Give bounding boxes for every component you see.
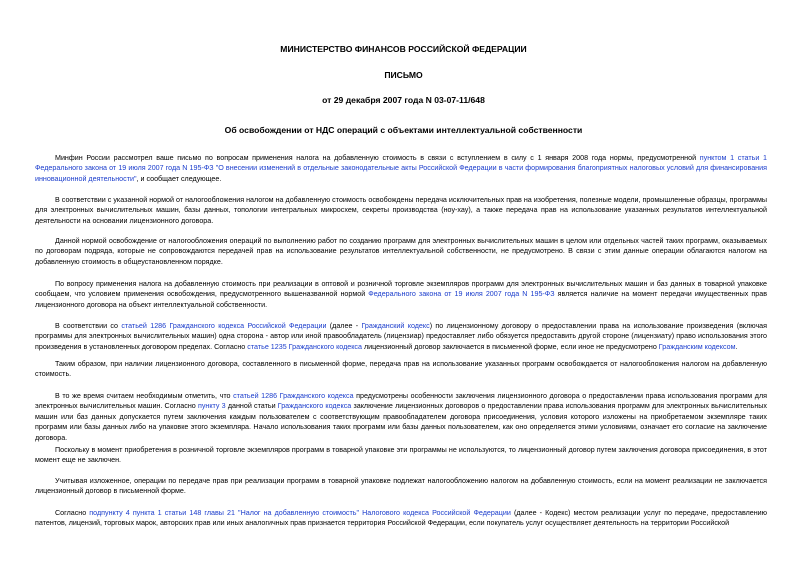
paragraph-text: ) по лицензионному договору о предоставлении права на использование произведения (включая программы для электронных вычислительных машин) одна сторона - автор или иной правообладатель (лицензиар) предоставляет либо обязуется предоставить другой стороне (лицензиату) право использования этого произведения в установленных договором пределах. Согласно: [35, 322, 768, 351]
document-link[interactable]: подпункту 4 пункта 1 статьи 148 главы 21 "Налог на добавленную стоимость" Налогового кодекса Российской Федерации: [89, 509, 511, 517]
paragraph-4: [35, 279, 767, 310]
paragraph-text: заключение лицензионных договоров о предоставлении права использования программ для электронных вычислительных машин или баз данных допускается путем заключения каждым пользователем с соответствующим правообладателем договора присоединения, условия которого изложены на приобретаемом экземпляре таких программ или базы данных либо на упаковке этого экземпляра. Начало использования таких программ или базы данных пользователем, как оно определяется этими условиями, означает его согласие на заключение договора.: [35, 402, 767, 442]
paragraph-10: [35, 508, 767, 529]
document-link[interactable]: пунктом 1 статьи 1 Федерального закона от 19 июля 2007 года N 195-ФЗ "О внесении изменений в отдельные законодательные акты Российской Федерации в части формирования благоприятных налоговых условий для финансирования инновационной деятельности": [35, 154, 767, 183]
paragraph-text: По вопросу применения налога на добавленную стоимость при реализации в оптовой и розничной торговле экземпляров программ для электронных вычислительных машин и баз данных в товарной упаковке сообщаем, что условием применения освобождения, предусмотренного вышеназванной нормой: [35, 280, 767, 299]
paragraph-text: Учитывая изложенное, операции по передаче прав при реализации программ в товарной упаковке подлежат налогообложению налогом на добавленную стоимость, если на момент реализации не заключается лицензионный договор в письменной форме.: [35, 477, 767, 496]
paragraph-text: (далее - Кодекс) местом реализации услуг по передаче, предоставлению патентов, лицензий, торговых марок, авторских прав или иных аналогичных прав признается территория Российской Федерации, если покупатель услуг осуществляет деятельность на территории Российской: [35, 509, 767, 528]
paragraph-2: [35, 195, 767, 226]
paragraph-text: В соответствии со: [55, 322, 122, 330]
document-link[interactable]: статьей 1286 Гражданского кодекса Российской Федерации: [121, 322, 327, 330]
paragraph-text: является наличие на момент передачи имущественных прав лицензионного договора на объект интеллектуальной собственности.: [35, 290, 767, 309]
paragraph-text: Данной нормой освобождение от налогообложения операций по выполнению работ по созданию программ для электронных вычислительных машин в целом или отдельных частей таких программ, оказываемых по договорам подряда, которые не сопровождаются передачей прав на использование результатов интеллектуальной собственности, не предусмотрено. В связи с этим данные операции облагаются налогом на добавленную стоимость в общеустановленном порядке.: [35, 237, 767, 266]
document-link[interactable]: статьей 1286 Гражданского кодекса: [233, 392, 354, 400]
paragraph-7: [35, 391, 767, 443]
paragraph-text: Согласно: [55, 509, 90, 517]
document-link[interactable]: статье 1235 Гражданского кодекса: [247, 342, 362, 351]
document-link[interactable]: Гражданского кодекса: [277, 402, 352, 411]
document-link[interactable]: Федерального закона от 19 июля 2007 года N 195-ФЗ: [368, 290, 555, 299]
paragraph-text: Минфин России рассмотрел ваше письмо по вопросам применения налога на добавленную стоимость в связи с вступлением в силу с 1 января 2008 года нормы, предусмотренной: [55, 154, 700, 162]
paragraph-text: предусмотрены особенности заключения лицензионного договора о предоставлении права использования программ для электронных вычислительных машин. Согласно: [35, 392, 767, 411]
paragraph-6: [35, 359, 767, 380]
paragraph-text: лицензионный договор заключается в письменной форме, если иное не предусмотрено: [361, 342, 659, 351]
document-link[interactable]: Гражданским кодексом: [658, 342, 736, 351]
paragraph-text: , и сообщает следующее.: [136, 174, 222, 183]
paragraph-text: В соответствии с указанной нормой от налогообложения налогом на добавленную стоимость освобождены передача исключительных прав на изобретения, полезные модели, промышленные образцы, программы для электронных вычислительных машин, базы данных, топологии интегральных микросхем, секреты производства (ноу-хау), а также передача прав на использование указанных результатов интеллектуальной деятельности на основании лицензионного договора.: [35, 196, 767, 225]
paragraph-text: данной статьи: [225, 402, 278, 411]
document-type-heading: ПИСЬМО: [384, 70, 423, 80]
document-link[interactable]: Гражданский кодекс: [361, 322, 430, 330]
paragraph-9: [35, 476, 767, 497]
document-subject-heading: Об освобождении от НДС операций с объектами интеллектуальной собственности: [224, 125, 583, 135]
ministry-heading: МИНИСТЕРСТВО ФИНАНСОВ РОССИЙСКОЙ ФЕДЕРАЦИИ: [280, 44, 527, 54]
paragraph-5: [35, 321, 767, 352]
document-link[interactable]: пункту 3: [197, 402, 226, 411]
paragraph-text: В то же время считаем необходимым отметить, что: [55, 392, 234, 400]
paragraph-text: Поскольку в момент приобретения в розничной торговле экземпляров программ в товарной упаковке эти программы не используются, то лицензионный договор путем заключения договора присоединения, в этот момент еще не заключен.: [35, 446, 767, 465]
paragraph-text: (далее -: [326, 322, 362, 330]
paragraph-text: Таким образом, при наличии лицензионного договора, составленного в письменной форме, передача прав на использование указанных программ освобождается от налогообложения налогом на добавленную стоимость.: [35, 360, 767, 379]
paragraph-3: [35, 236, 767, 267]
paragraph-1: [35, 153, 767, 184]
document-date-heading: от 29 декабря 2007 года N 03-07-11/648: [322, 95, 485, 105]
paragraph-8: [35, 445, 767, 466]
paragraph-text: .: [735, 342, 738, 351]
